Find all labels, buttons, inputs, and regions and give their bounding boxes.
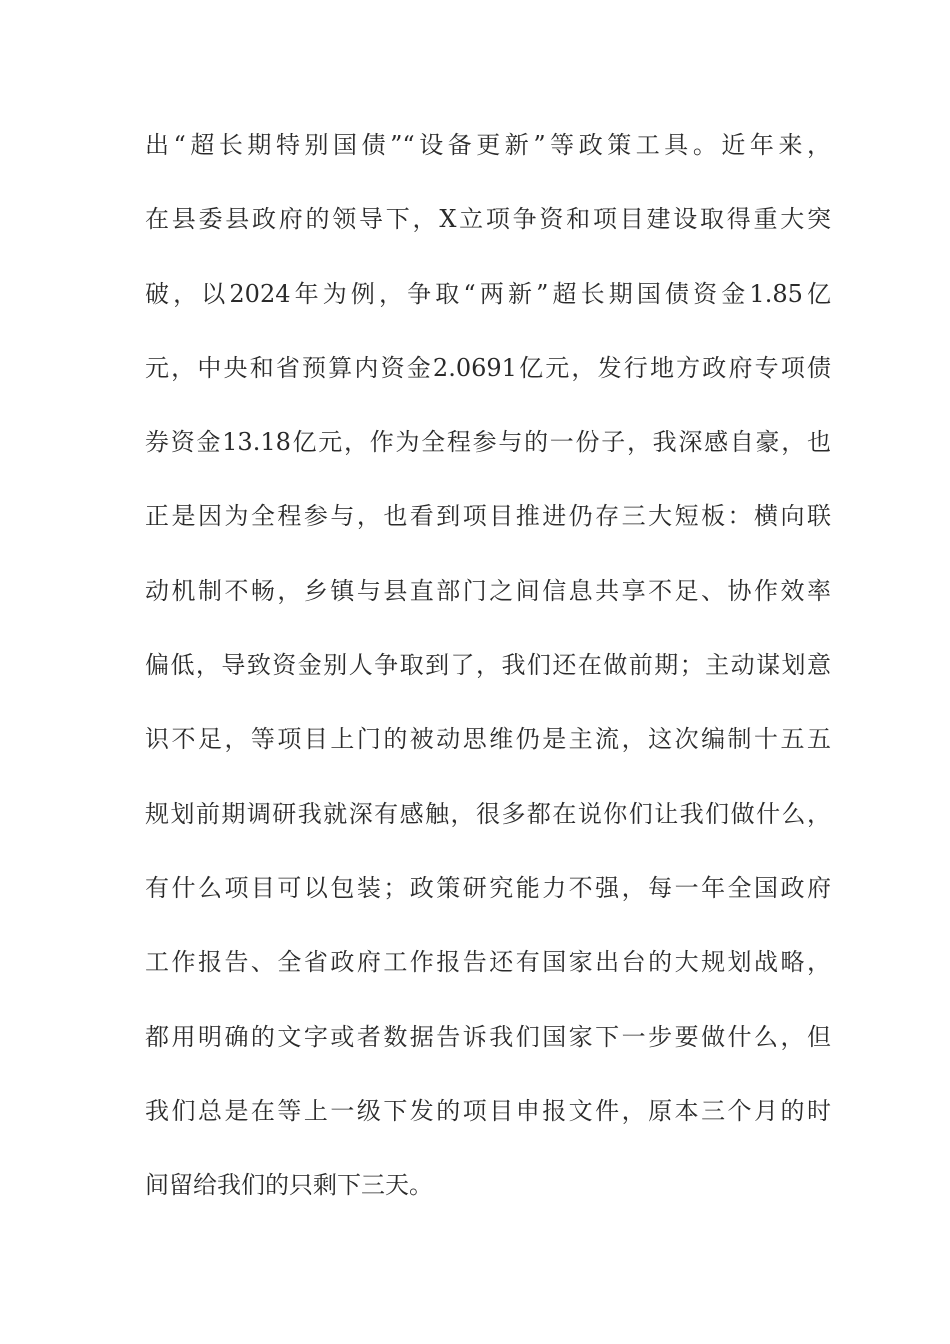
text-line: 规划前期调研我就深有感触，很多都在说你们让我们做什么， — [145, 799, 831, 828]
text-line: 正是因为全程参与，也看到项目推进仍存三大短板：横向联 — [145, 502, 831, 531]
text-line: 破，以2024年为例，争取“两新”超长期国债资金1.85亿 — [145, 279, 831, 308]
text-line: 识不足，等项目上门的被动思维仍是主流，这次编制十五五 — [145, 725, 831, 754]
text-line: 动机制不畅，乡镇与县直部门之间信息共享不足、协作效率 — [145, 576, 831, 605]
document-body — [145, 108, 831, 1222]
text-line: 在县委县政府的领导下，X立项争资和项目建设取得重大突 — [145, 205, 831, 234]
text-line-last: 间留给我们的只剩下三天。 — [145, 1171, 433, 1200]
text-line: 都用明确的文字或者数据告诉我们国家下一步要做什么，但 — [145, 1022, 831, 1051]
text-line: 偏低，导致资金别人争取到了，我们还在做前期；主动谋划意 — [145, 651, 831, 680]
text-line: 券资金13.18亿元，作为全程参与的一份子，我深感自豪，也 — [145, 428, 831, 457]
text-line: 工作报告、全省政府工作报告还有国家出台的大规划战略， — [145, 948, 831, 977]
text-line: 元，中央和省预算内资金2.0691亿元，发行地方政府专项债 — [145, 353, 831, 382]
text-line: 出“超长期特别国债”“设备更新”等政策工具。近年来， — [145, 131, 831, 159]
text-line: 有什么项目可以包装；政策研究能力不强，每一年全国政府 — [145, 873, 831, 902]
text-line: 我们总是在等上一级下发的项目申报文件，原本三个月的时 — [145, 1096, 831, 1125]
